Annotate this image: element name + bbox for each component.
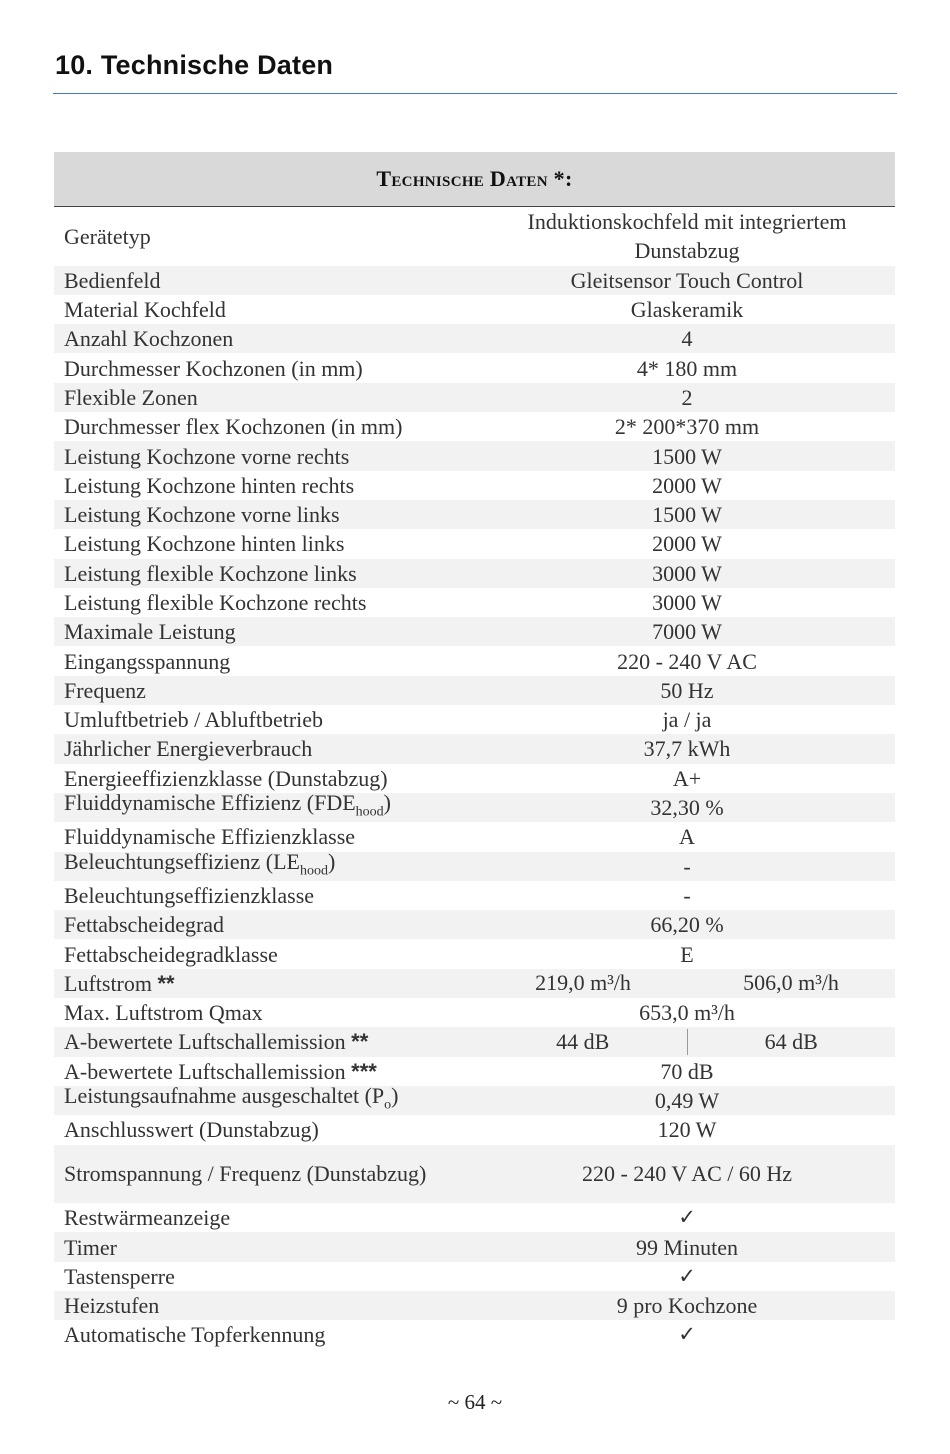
row-value: - — [683, 882, 691, 908]
technical-data-table — [54, 152, 895, 1350]
row-label: Frequenz — [64, 677, 146, 703]
row-label: A-bewertete Luftschallemission *** — [64, 1058, 377, 1084]
row-label: Stromspannung / Frequenz (Dunstabzug) — [64, 1161, 427, 1187]
row-value-pair — [479, 1027, 895, 1056]
row-value: Induktionskochfeld mit integriertem Dunstabzug — [527, 209, 847, 264]
table-row — [54, 734, 895, 763]
table-row — [54, 471, 895, 500]
table-row — [54, 441, 895, 470]
row-value: 2 — [681, 384, 693, 410]
row-label: A-bewertete Luftschallemission ** — [64, 1029, 369, 1055]
row-value: 4 — [681, 326, 693, 352]
row-value-min: 219,0 m³/h — [535, 970, 631, 996]
row-value: 1500 W — [652, 502, 722, 528]
row-value: 2000 W — [652, 531, 722, 557]
row-value: 32,30 % — [650, 795, 724, 821]
row-value-max: 506,0 m³/h — [743, 970, 839, 996]
table-row — [54, 295, 895, 324]
row-value: - — [683, 853, 691, 879]
table-row — [54, 1027, 895, 1056]
row-label: Eingangsspannung — [64, 648, 231, 674]
row-value: 3000 W — [652, 590, 722, 615]
row-label: Max. Luftstrom Qmax — [64, 1000, 263, 1026]
table-row — [54, 998, 895, 1027]
row-value-min: 44 dB — [479, 1029, 688, 1055]
row-label: Tastensperre — [64, 1263, 175, 1289]
row-value: 653,0 m³/h — [639, 1000, 735, 1026]
row-value: 220 - 240 V AC — [617, 648, 757, 674]
table-body — [54, 207, 895, 1350]
table-row — [54, 500, 895, 529]
row-label: Anzahl Kochzonen — [64, 326, 234, 352]
row-value: 1500 W — [652, 443, 722, 469]
row-value: E — [680, 941, 694, 967]
row-label: Beleuchtungseffizienz $(LE_{hood})$ — [64, 848, 336, 879]
row-label: Leistungsaufnahme ausgeschaltet $(P_o)$ — [64, 1083, 399, 1113]
table-row — [54, 1320, 895, 1349]
row-label: Jährlicher Energieverbrauch — [64, 736, 313, 762]
checkmark-icon: ✓ — [678, 1263, 696, 1288]
checkmark-icon: ✓ — [678, 1205, 696, 1230]
row-value-pair — [479, 969, 895, 998]
row-value: A+ — [672, 765, 702, 791]
row-label: Durchmesser flex Kochzonen (in mm) — [64, 414, 403, 440]
heading-divider — [53, 93, 897, 94]
table-row — [54, 848, 895, 881]
row-value: ja / ja — [662, 707, 712, 733]
table-row — [54, 646, 895, 675]
row-label: Leistung Kochzone vorne links — [64, 502, 340, 528]
row-label: Fettabscheidegrad — [64, 912, 225, 938]
table-row — [54, 1262, 895, 1291]
row-value: Glaskeramik — [630, 297, 744, 323]
row-value: 37,7 kWh — [643, 736, 731, 762]
row-label: Luftstrom ** — [64, 970, 175, 996]
row-label: Flexible Zonen — [64, 384, 198, 410]
table-row — [54, 266, 895, 295]
page-number: ~ 64 ~ — [447, 1390, 503, 1414]
row-label: Leistung Kochzone hinten links — [64, 531, 345, 557]
section-heading: 10. Technische Daten — [55, 50, 334, 80]
row-value: 50 Hz — [660, 677, 714, 703]
row-value-max: 64 dB — [764, 1028, 818, 1054]
table-row — [54, 881, 895, 910]
table-row — [54, 705, 895, 734]
row-label: Durchmesser Kochzonen (in mm) — [64, 355, 363, 381]
table-row — [54, 1232, 895, 1261]
row-value: 9 pro Kochzone — [616, 1293, 758, 1319]
table-row — [54, 676, 895, 705]
checkmark-icon: ✓ — [678, 1322, 696, 1347]
row-label: Timer — [64, 1234, 117, 1260]
row-label: Bedienfeld — [64, 267, 161, 293]
table-row — [54, 324, 895, 353]
row-value: A — [679, 824, 695, 850]
table-row — [54, 1145, 895, 1204]
row-value: 0,49 W — [654, 1088, 720, 1114]
row-value: 2* 200*370 mm — [614, 414, 760, 440]
table-row — [54, 910, 895, 939]
row-value: 7000 W — [652, 619, 722, 645]
table-row — [54, 1203, 895, 1232]
row-value: 2000 W — [652, 472, 722, 498]
row-label: Heizstufen — [64, 1293, 160, 1319]
table-row — [54, 559, 895, 588]
row-value: 3000 W — [652, 560, 722, 586]
row-label: Umluftbetrieb / Abluftbetrieb — [64, 707, 324, 733]
row-label: Beleuchtungseffizienzklasse — [64, 882, 315, 908]
row-label: Fluiddynamische Effizienzklasse — [64, 824, 356, 850]
row-label: Automatische Topferkennung — [64, 1322, 326, 1348]
table-row — [54, 1291, 895, 1320]
table-row — [54, 412, 895, 441]
row-label: Anschlusswert (Dunstabzug) — [64, 1117, 319, 1143]
row-label: Restwärmeanzeige — [64, 1205, 231, 1231]
row-value: 66,20 % — [650, 912, 724, 938]
table-row — [54, 969, 895, 998]
row-value: 220 - 240 V AC / 60 Hz — [581, 1161, 793, 1187]
table-row — [54, 353, 895, 382]
row-label: Leistung Kochzone hinten rechts — [64, 472, 355, 498]
row-label: Leistung flexible Kochzone rechts — [64, 590, 367, 615]
row-label: Fettabscheidegradklasse — [64, 941, 278, 967]
row-value: 99 Minuten — [635, 1234, 739, 1260]
table-row — [54, 383, 895, 412]
row-label: Energieeffizienzklasse (Dunstabzug) — [64, 765, 388, 791]
table-row — [54, 588, 895, 617]
table-row — [54, 1115, 895, 1144]
table-row — [54, 529, 895, 558]
row-value: Gleitsensor Touch Control — [570, 267, 804, 293]
row-value: 120 W — [657, 1117, 717, 1143]
table-title: Technische Daten *: — [54, 152, 895, 207]
row-label: Leistung Kochzone vorne rechts — [64, 443, 350, 469]
row-label: Leistung flexible Kochzone links — [64, 560, 357, 586]
table-row — [54, 939, 895, 968]
table-row — [54, 790, 895, 822]
table-row — [54, 207, 895, 266]
row-value: 4* 180 mm — [636, 355, 738, 381]
table-row — [54, 617, 895, 646]
row-label: Fluiddynamische Effizienz $(FDE_{hood})$ — [64, 790, 391, 820]
row-value: 70 dB — [660, 1058, 714, 1084]
row-label: Gerätetyp — [64, 223, 151, 249]
row-label: Maximale Leistung — [64, 619, 236, 645]
row-label: Material Kochfeld — [64, 297, 226, 323]
table-row — [54, 1083, 895, 1115]
